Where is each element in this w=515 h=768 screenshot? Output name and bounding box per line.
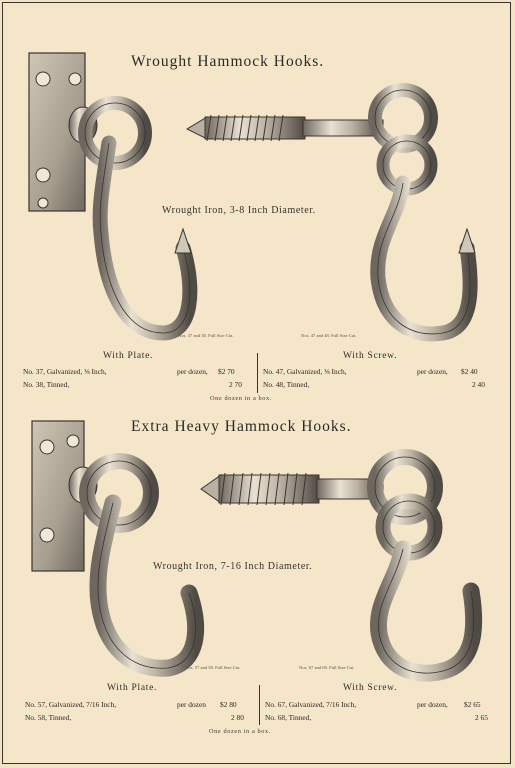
section-2-title: Extra Heavy Hammock Hooks. [131,418,352,435]
section-2-left-row-2: No. 58, Tinned, [25,713,72,722]
section-1-left-row-1: No. 37, Galvanized, ⅜ Inch, [23,367,107,376]
section-1-right-row-1-unit: per dozen, [417,367,448,376]
section-1-left-row-2: No. 38, Tinned, [23,380,70,389]
section-1-box-note: One dozen in a box. [210,395,272,402]
section-2-divider [259,685,260,725]
section-2-box-note: One dozen in a box. [209,728,271,735]
section-2-right-row-1: No. 67, Galvanized, 7/16 Inch, [265,700,357,709]
section-2-left-row-1: No. 57, Galvanized, 7/16 Inch, [25,700,117,709]
section-1-subtitle: Wrought Iron, 3-8 Inch Diameter. [162,205,316,216]
section-2-right-row-2: No. 68, Tinned, [265,713,312,722]
plate-hook-illustration-2 [32,421,196,668]
section-1-cut-left: Nos. 37 and 38. Full Size Cut. [178,333,234,338]
section-2-right-row-1-unit: per dozen, [417,700,448,709]
section-2-right-row-2-price: 2 65 [475,713,488,722]
section-1-right-heading: With Screw. [343,351,398,361]
section-2-right-heading: With Screw. [343,683,398,693]
section-1-right-row-2-price: 2 40 [472,380,485,389]
section-2-left-row-1-unit: per dozen [177,700,206,709]
section-1-left-row-2-price: 2 70 [229,380,242,389]
section-2-left-heading: With Plate. [107,683,158,693]
section-2-cut-left: Nos. 57 and 58. Full Size Cut. [185,665,241,670]
section-1-divider [257,353,258,393]
section-1-left-row-1-price: $2 70 [218,367,235,376]
section-2-subtitle: Wrought Iron, 7-16 Inch Diameter. [153,561,313,572]
section-1-left-row-1-unit: per dozen, [177,367,208,376]
section-1-cut-right: Nos. 47 and 48. Full Size Cut. [301,333,357,338]
section-2-left-row-2-price: 2 80 [231,713,244,722]
section-2-left-row-1-price: $2 80 [220,700,237,709]
section-2-right-row-1-price: $2 65 [464,700,481,709]
section-1-left-heading: With Plate. [103,351,154,361]
catalog-page [2,2,511,764]
section-1-right-row-2: No. 48, Tinned, [263,380,310,389]
section-1-right-row-1-price: $2 40 [461,367,478,376]
plate-hook-illustration-1 [29,53,191,333]
section-1-title: Wrought Hammock Hooks. [131,53,325,70]
section-1-right-row-1: No. 47, Galvanized, ⅜ Inch, [263,367,347,376]
section-2-cut-right: Nos. 67 and 68. Full Size Cut. [299,665,355,670]
